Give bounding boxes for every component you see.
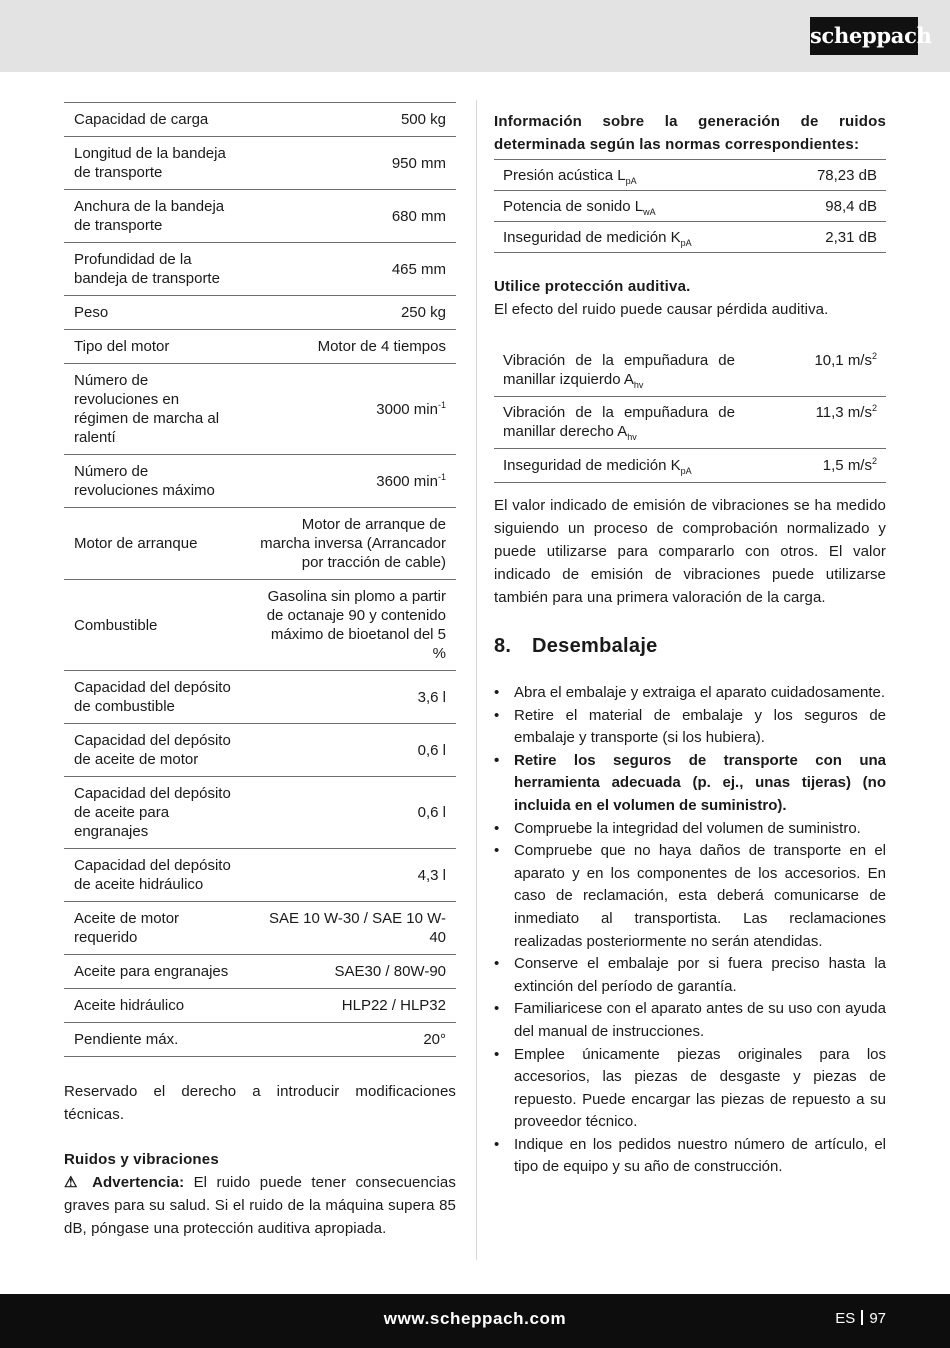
spec-row bbox=[64, 1023, 456, 1057]
spec-value bbox=[244, 296, 456, 330]
vibration-value-text: 1,5 m/s bbox=[822, 457, 872, 474]
language-code: ES bbox=[835, 1310, 856, 1327]
spec-value bbox=[244, 671, 456, 724]
spec-row bbox=[64, 137, 456, 190]
noise-label-sub: pA bbox=[625, 176, 637, 186]
spec-row bbox=[64, 777, 456, 849]
vibration-value-text: 11,3 m/s bbox=[815, 404, 872, 421]
left-column bbox=[64, 102, 456, 1240]
spec-value-text: 3000 min bbox=[376, 400, 438, 418]
spec-row bbox=[64, 671, 456, 724]
list-item: • Abra el embalaje y extraiga el aparato cuidadosamente. bbox=[494, 682, 886, 705]
spec-row bbox=[64, 955, 456, 989]
vibration-value bbox=[744, 397, 886, 449]
spec-label: Profundidad de la bandeja de transporte bbox=[74, 251, 220, 287]
spec-value-text: 0,6 l bbox=[417, 741, 446, 759]
spec-value-text: 680 mm bbox=[391, 207, 446, 225]
hearing-text: El efecto del ruido puede causar pérdida auditiva. bbox=[494, 301, 829, 318]
spec-row bbox=[64, 849, 456, 902]
spec-value bbox=[244, 330, 456, 364]
noise-row bbox=[494, 191, 886, 222]
noise-label-sub: wA bbox=[643, 207, 656, 217]
spec-label: Número de revoluciones en régimen de marcha al ralentí bbox=[74, 372, 220, 446]
spec-value bbox=[244, 1023, 456, 1057]
spec-value bbox=[244, 137, 456, 190]
spec-label: Aceite hidráulico bbox=[74, 997, 185, 1014]
vibration-label-sub: hv bbox=[633, 380, 644, 390]
noise-label-text: Presión acústica L bbox=[503, 167, 626, 184]
warning-icon: ⚠ bbox=[64, 1174, 83, 1191]
spec-label: Tipo del motor bbox=[74, 338, 170, 355]
spec-label: Peso bbox=[74, 304, 109, 321]
vibration-label bbox=[494, 449, 744, 483]
vibration-row bbox=[494, 449, 886, 483]
spec-value-text: 950 mm bbox=[391, 154, 446, 172]
vibration-label-sub: hv bbox=[627, 432, 637, 442]
vibration-value-sup: 2 bbox=[871, 456, 877, 466]
spec-value-text: 3,6 l bbox=[417, 688, 446, 706]
spec-table bbox=[64, 102, 456, 1057]
spec-label: Anchura de la bandeja de transporte bbox=[74, 198, 225, 234]
list-item: • Retire los seguros de transporte con una herramienta adecuada (p. ej., unas tijeras) (no incluida en el volumen de suministro). bbox=[494, 750, 886, 818]
vibration-row bbox=[494, 397, 886, 449]
vibration-row bbox=[494, 345, 886, 397]
vibration-value bbox=[744, 345, 886, 397]
noise-label bbox=[494, 191, 779, 222]
noise-intro: Información sobre la generación de ruidos determinada según las normas correspondientes: bbox=[494, 113, 886, 153]
spec-label: Número de revoluciones máximo bbox=[74, 463, 215, 499]
spec-value-sup: -1 bbox=[437, 399, 446, 410]
spec-row bbox=[64, 296, 456, 330]
spec-label: Capacidad del depósito de combustible bbox=[74, 679, 231, 715]
vibration-label-text: Vibración de la empuñadura de manillar derecho A bbox=[503, 404, 735, 440]
spec-value-text: HLP22 / HLP32 bbox=[341, 997, 446, 1014]
spec-row bbox=[64, 455, 456, 508]
spec-value bbox=[244, 243, 456, 296]
spec-row bbox=[64, 103, 456, 137]
noise-label-text: Inseguridad de medición K bbox=[503, 229, 681, 246]
warning-label: Advertencia: bbox=[92, 1174, 185, 1191]
vibration-label-text: Inseguridad de medición K bbox=[503, 457, 681, 474]
spec-row bbox=[64, 508, 456, 580]
list-item: • Compruebe la integridad del volumen de suministro. bbox=[494, 818, 886, 841]
spec-row bbox=[64, 364, 456, 455]
column-divider bbox=[476, 100, 477, 1260]
page-number: 97 bbox=[869, 1310, 886, 1327]
spec-label: Aceite de motor requerido bbox=[74, 910, 180, 946]
spec-value-text: 500 kg bbox=[400, 111, 446, 128]
spec-label: Capacidad del depósito de aceite para engranajes bbox=[74, 785, 231, 840]
noise-label bbox=[494, 160, 779, 191]
noise-row bbox=[494, 160, 886, 191]
noise-label-sub: pA bbox=[680, 238, 692, 248]
noise-value: 98,4 dB bbox=[825, 198, 877, 215]
vibration-label bbox=[494, 397, 744, 449]
vibration-label bbox=[494, 345, 744, 397]
list-item: • Retire el material de embalaje y los seguros de embalaje y transporte (si los hubiera). bbox=[494, 705, 886, 750]
noise-heading: Ruidos y vibraciones bbox=[64, 1151, 219, 1168]
spec-value bbox=[244, 955, 456, 989]
brand-logo: scheppach bbox=[810, 17, 918, 55]
noise-value: 78,23 dB bbox=[816, 167, 877, 184]
spec-value bbox=[244, 103, 456, 137]
spec-value-text: Motor de 4 tiempos bbox=[317, 338, 446, 355]
spec-row bbox=[64, 902, 456, 955]
warning-text: El ruido puede tener consecuencias graves para su salud. Si el ruido de la máquina supera 85 dB, póngase una protección auditiva apropiada. bbox=[64, 1174, 456, 1237]
spec-value-text: 0,6 l bbox=[417, 804, 446, 821]
spec-row bbox=[64, 989, 456, 1023]
spec-value bbox=[244, 724, 456, 777]
noise-label bbox=[494, 222, 779, 253]
spec-value bbox=[244, 455, 456, 508]
spec-value-text: SAE30 / 80W-90 bbox=[334, 963, 446, 980]
vibration-value-sup: 2 bbox=[871, 351, 877, 361]
spec-label: Pendiente máx. bbox=[74, 1031, 179, 1048]
spec-row bbox=[64, 580, 456, 671]
vibration-value-sup: 2 bbox=[871, 403, 877, 413]
section-title bbox=[494, 633, 886, 659]
spec-value bbox=[244, 989, 456, 1023]
footer-url[interactable]: www.scheppach.com bbox=[383, 1309, 567, 1328]
spec-value bbox=[244, 849, 456, 902]
spec-value-text: Gasolina sin plomo a partir de octanaje 90 y contenido máximo de bioetanol del 5 % bbox=[266, 588, 446, 662]
section-title-text: Desembalaje bbox=[532, 635, 658, 657]
right-column bbox=[494, 110, 886, 1179]
page-separator bbox=[861, 1310, 863, 1325]
spec-value-text: Motor de arranque de marcha inversa (Arrancador por tracción de cable) bbox=[260, 516, 446, 571]
list-item: • Emplee únicamente piezas originales para los accesorios, las piezas de desgaste y piezas de repuesto. Puede encargar las piezas de repuesto a su proveedor técnico. bbox=[494, 1044, 886, 1134]
page-indicator bbox=[835, 1310, 886, 1327]
spec-label: Longitud de la bandeja de transporte bbox=[74, 145, 226, 181]
vibration-table bbox=[494, 345, 886, 483]
spec-row bbox=[64, 190, 456, 243]
hearing-heading: Utilice protección auditiva. bbox=[494, 278, 691, 295]
spec-row bbox=[64, 330, 456, 364]
list-item: • Indique en los pedidos nuestro número de artículo, el tipo de equipo y su año de construcción. bbox=[494, 1134, 886, 1179]
section-number: 8. bbox=[494, 635, 512, 657]
spec-value-text: SAE 10 W-30 / SAE 10 W-40 bbox=[268, 910, 446, 946]
spec-value bbox=[244, 777, 456, 849]
spec-row bbox=[64, 724, 456, 777]
spec-value bbox=[244, 190, 456, 243]
noise-value: 2,31 dB bbox=[825, 229, 877, 246]
unpacking-list bbox=[494, 682, 886, 1179]
spec-value-text: 250 kg bbox=[400, 304, 446, 321]
spec-value-text: 20° bbox=[423, 1031, 446, 1048]
spec-value-sup: -1 bbox=[437, 471, 446, 482]
reserved-note: Reservado el derecho a introducir modificaciones técnicas. bbox=[64, 1083, 456, 1123]
vibration-text: El valor indicado de emisión de vibraciones se ha medido siguiendo un proceso de comprobación normalizado y puede utilizarse para compararlo con otros. El valor indicado de emisión de vibraciones puede utilizarse también para una primera valoración de la carga. bbox=[494, 497, 886, 606]
vibration-label-sub: pA bbox=[680, 466, 692, 476]
spec-label: Aceite para engranajes bbox=[74, 963, 229, 980]
list-item: • Familiaricese con el aparato antes de su uso con ayuda del manual de instrucciones. bbox=[494, 998, 886, 1043]
spec-label: Combustible bbox=[74, 616, 158, 634]
vibration-value bbox=[744, 449, 886, 483]
spec-value bbox=[244, 902, 456, 955]
vibration-value-text: 10,1 m/s bbox=[814, 352, 872, 369]
header-band bbox=[0, 0, 950, 72]
spec-label: Motor de arranque bbox=[74, 535, 198, 552]
spec-label: Capacidad de carga bbox=[74, 111, 209, 128]
spec-value bbox=[244, 508, 456, 580]
spec-value-text: 4,3 l bbox=[417, 866, 446, 884]
vibration-label-text: Vibración de la empuñadura de manillar izquierdo A bbox=[503, 352, 735, 388]
spec-label: Capacidad del depósito de aceite hidráulico bbox=[74, 857, 231, 893]
spec-value bbox=[244, 364, 456, 455]
spec-label: Capacidad del depósito de aceite de motor bbox=[74, 732, 231, 768]
noise-label-text: Potencia de sonido L bbox=[503, 198, 644, 215]
footer bbox=[0, 1294, 950, 1348]
noise-table bbox=[494, 159, 886, 253]
list-item: • Compruebe que no haya daños de transporte en el aparato y en los componentes de los accesorios. En caso de reclamación, esta deberá comunicarse de inmediato al transportista. Las reclamaciones realizadas posteriormente no serán atendidas. bbox=[494, 840, 886, 953]
spec-value bbox=[244, 580, 456, 671]
noise-row bbox=[494, 222, 886, 253]
spec-value-text: 465 mm bbox=[391, 260, 446, 278]
warning-paragraph bbox=[64, 1171, 456, 1240]
spec-row bbox=[64, 243, 456, 296]
list-item: • Conserve el embalaje por si fuera preciso hasta la extinción del período de garantía. bbox=[494, 953, 886, 998]
spec-value-text: 3600 min bbox=[376, 472, 438, 490]
